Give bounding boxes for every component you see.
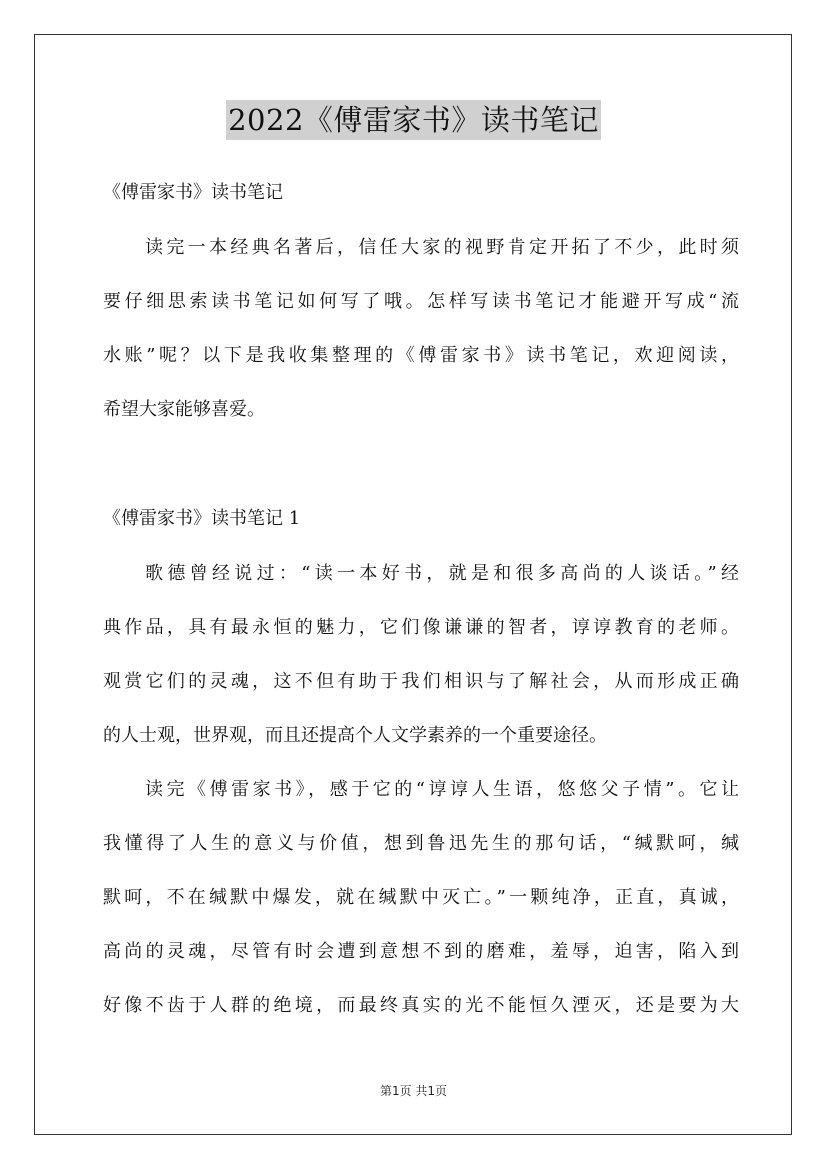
intro-line: 水账”呢？以下是我收集整理的《傅雷家书》读书笔记，欢迎阅读， — [103, 345, 739, 366]
intro-line: 希望大家能够喜爱。 — [103, 399, 265, 420]
paragraph-line: 观赏它们的灵魂，这不但有助于我们相识与了解社会，从而形成正确 — [103, 671, 739, 692]
paragraph-line: 歌德曾经说过：“读一本好书，就是和很多高尚的人谈话。”经 — [145, 563, 739, 584]
paragraph-line: 好像不齿于人群的绝境，而最终真实的光不能恒久湮灭，还是要为大 — [103, 995, 739, 1016]
intro-heading: 《傅雷家书》读书笔记 — [103, 182, 283, 203]
title-container — [0, 100, 827, 140]
intro-line: 读完一本经典名著后，信任大家的视野肯定开拓了不少，此时须 — [145, 237, 739, 258]
paragraph-line: 我懂得了人生的意义与价值，想到鲁迅先生的那句话，“缄默呵，缄 — [103, 833, 739, 854]
intro-line: 要仔细思索读书笔记如何写了哦。怎样写读书笔记才能避开写成“流 — [103, 291, 739, 312]
page-number-footer: 第1页 共1页 — [379, 1084, 448, 1098]
paragraph-line: 读完《傅雷家书》，感于它的“谆谆人生语，悠悠父子情”。它让 — [145, 779, 739, 800]
document-title: 2022《傅雷家书》读书笔记 — [226, 100, 601, 140]
paragraph-line: 典作品，具有最永恒的魅力，它们像谦谦的智者，谆谆教育的老师。 — [103, 617, 739, 638]
section-heading-1: 《傅雷家书》读书笔记 1 — [103, 508, 301, 529]
paragraph-line: 默呵，不在缄默中爆发，就在缄默中灭亡。”一颗纯净，正直，真诚， — [103, 887, 739, 908]
paragraph-line: 高尚的灵魂，尽管有时会遭到意想不到的磨难，羞辱，迫害，陷入到 — [103, 941, 739, 962]
paragraph-line: 的人士观，世界观，而且还提高个人文学素养的一个重要途径。 — [103, 725, 607, 746]
